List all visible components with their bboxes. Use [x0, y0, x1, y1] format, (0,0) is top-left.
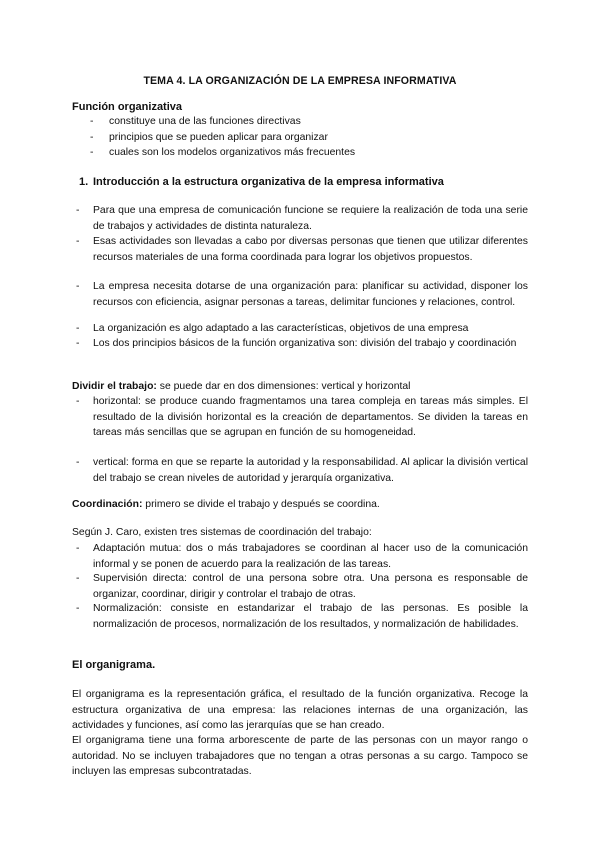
list-item: - Supervisión directa: control de una persona sobre otra. Una persona es responsable de organizar, coordinar, dirigir y controlar el trabajo de otras. [76, 573, 528, 600]
list-item: - horizontal: se produce cuando fragmentamos una tarea compleja en tareas más simples. El resultado de la división horizontal es la creación de departamentos. Se dividen la tareas en tareas más sencillas que se agrupan en función de su homogeneidad. [76, 396, 528, 439]
list-item: - Esas actividades son llevadas a cabo por diversas personas que tienen que utilizar diferentes recursos materiales de una forma coordinada para lograr los objetivos propuestos. [76, 236, 528, 263]
section-1-heading [79, 176, 444, 188]
list-item: - Normalización: consiste en estandarizar el trabajo de las personas. Es posible la normalización de procesos, normalización de los resultados, y normalización de habilidades. [76, 603, 528, 630]
funcion-heading: Función organizativa [72, 101, 183, 113]
organigrama-heading: El organigrama. [72, 659, 156, 671]
list-item: - La organización es algo adaptado a las características, objetivos de una empresa [76, 323, 469, 334]
section-title: Introducción a la estructura organizativa de la empresa informativa [93, 176, 444, 188]
coordinacion-label: Coordinación: [72, 499, 143, 510]
list-item: - La empresa necesita dotarse de una organización para: planificar su actividad, disponer los recursos con eficiencia, asignar personas a tareas, delimitar funciones y relaciones, control. [76, 281, 528, 308]
list-item: - Los dos principios básicos de la función organizativa son: división del trabajo y coordinación [76, 338, 517, 349]
list-item: - vertical: forma en que se reparte la autoridad y la responsabilidad. Al aplicar la división vertical del trabajo se crean niveles de autoridad y jerarquía organizativa. [76, 457, 528, 484]
dividir-paragraph: Dividir el trabajo: se puede dar en dos dimensiones: vertical y horizontal [72, 381, 411, 392]
coordinacion-paragraph: Coordinación: primero se divide el trabajo y después se coordina. [72, 499, 380, 510]
list-item: - Adaptación mutua: dos o más trabajadores se coordinan al hacer uso de la comunicación informal y se ponen de acuerdo para la realización de las tareas. [76, 543, 528, 570]
page-title: TEMA 4. LA ORGANIZACIÓN DE LA EMPRESA INFORMATIVA [143, 75, 457, 87]
section-number: 1. [79, 176, 89, 188]
organigrama-paragraph-2: El organigrama tiene una forma arborescente de parte de las personas con un mayor rango o autoridad. No se incluyen trabajadores que no tengan a otras personas a su cargo. Tampoco se incluyen las empresas subcontratadas. [72, 735, 528, 778]
organigrama-paragraph-1: El organigrama es la representación gráfica, el resultado de la función organizativa. Recoge la estructura organizativa de una empresa: las relaciones internas de una organización, las actividades y funciones, así como las jerarquías que se han creado. [72, 689, 528, 732]
list-item: - constituye una de las funciones directivas [90, 116, 301, 127]
list-item: - cuales son los modelos organizativos más frecuentes [90, 147, 356, 158]
list-item: - principios que se pueden aplicar para organizar [90, 132, 328, 143]
list-item: - Para que una empresa de comunicación funcione se requiere la realización de toda una serie de trabajos y actividades de distinta naturaleza. [76, 205, 528, 232]
dividir-label: Dividir el trabajo: [72, 381, 157, 392]
caro-intro: Según J. Caro, existen tres sistemas de coordinación del trabajo: [72, 527, 372, 538]
